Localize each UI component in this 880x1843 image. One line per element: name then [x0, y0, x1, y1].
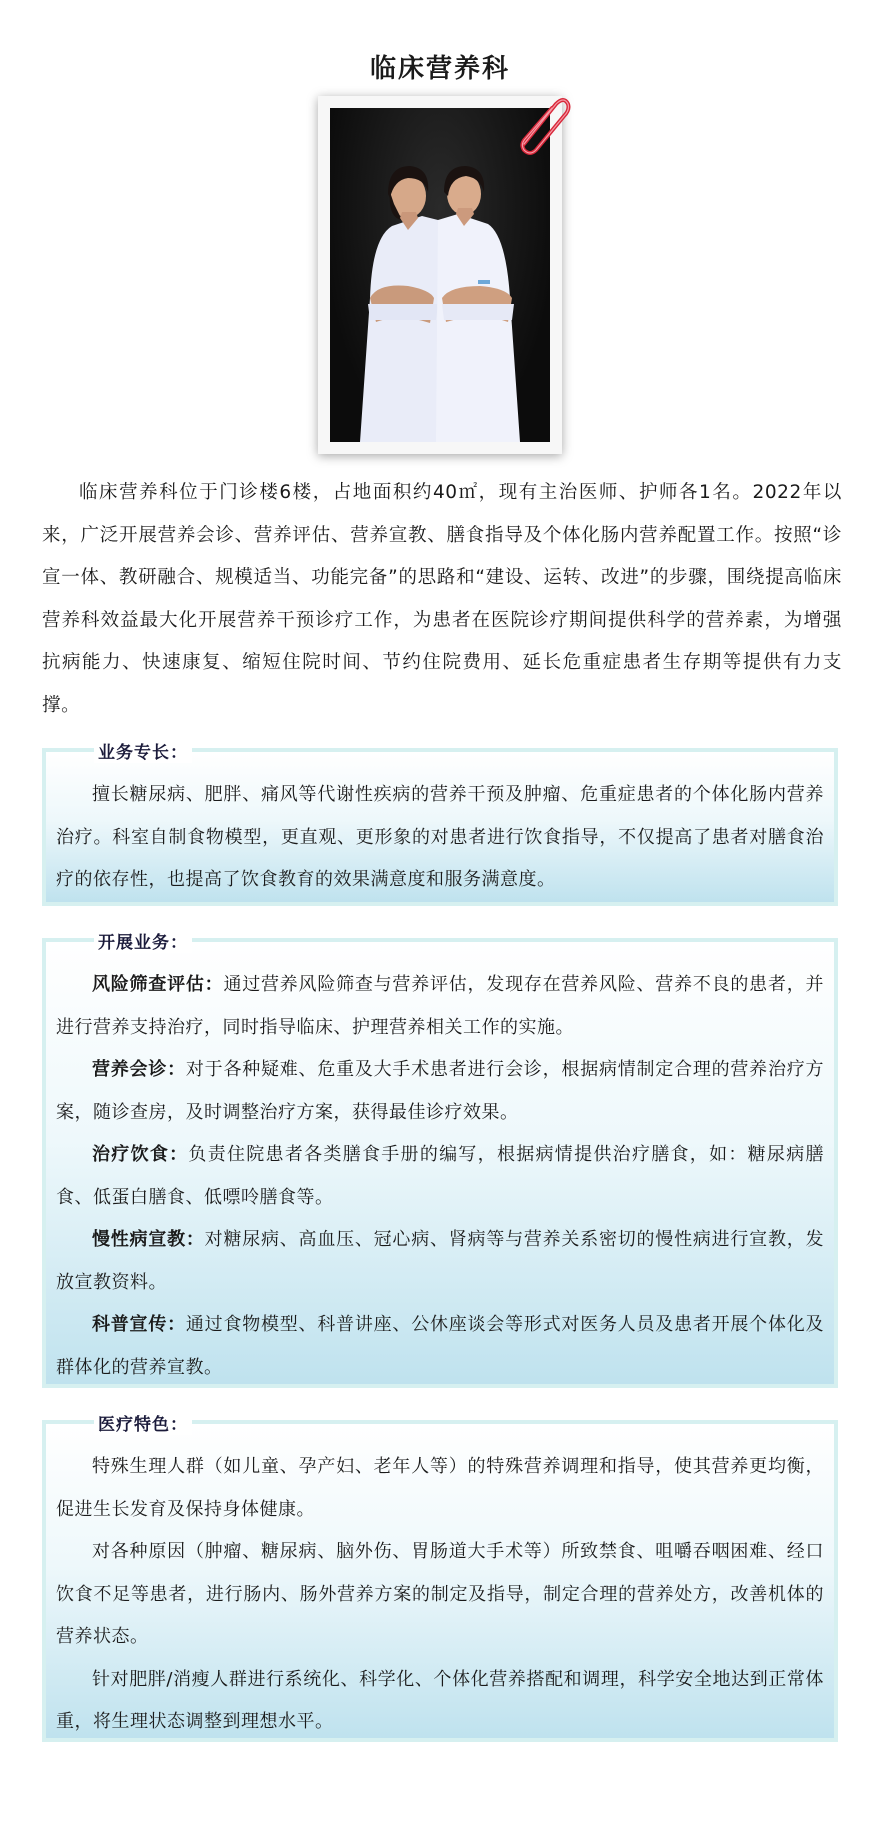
service-item — [56, 1049, 824, 1134]
badge-left — [478, 280, 490, 284]
feature-paragraph: 特殊生理人群（如儿童、孕产妇、老年人等）的特殊营养调理和指导，使其营养更均衡，促进生长发育及保持身体健康。 — [56, 1456, 824, 1520]
service-item — [56, 1304, 824, 1389]
staff-photo-illustration — [330, 108, 550, 442]
service-label: 治疗饮食： — [92, 1144, 189, 1165]
service-label: 风险筛查评估： — [92, 974, 224, 995]
service-text: 负责住院患者各类膳食手册的编写，根据病情提供治疗膳食，如：糖尿病膳食、低蛋白膳食、低嘌呤膳食等。 — [56, 1144, 824, 1208]
service-item — [56, 1219, 824, 1304]
feature-paragraph: 对各种原因（肿瘤、糖尿病、脑外伤、胃肠道大手术等）所致禁食、咀嚼吞咽困难、经口饮食不足等患者，进行肠内、肠外营养方案的制定及指导，制定合理的营养处方，改善机体的营养状态。 — [56, 1541, 824, 1647]
service-label: 营养会诊： — [92, 1059, 186, 1080]
service-text: 通过食物模型、科普讲座、公休座谈会等形式对医务人员及患者开展个体化及群体化的营养宣教。 — [56, 1314, 825, 1378]
service-item — [56, 964, 824, 1049]
expertise-text: 擅长糖尿病、肥胖、痛风等代谢性疾病的营养干预及肿瘤、危重症患者的个体化肠内营养治疗。科室自制食物模型，更直观、更形象的对患者进行饮食指导，不仅提高了患者对膳食治疗的依存性，也提高了饮食教育的效果满意度和服务满意度。 — [56, 784, 824, 890]
staff-photo — [330, 108, 550, 442]
services-section — [42, 933, 838, 1388]
page-title: 临床营养科 — [369, 54, 510, 84]
service-text: 通过营养风险筛查与营养评估，发现存在营养风险、营养不良的患者，并进行营养支持治疗，同时指导临床、护理营养相关工作的实施。 — [56, 974, 824, 1038]
service-text: 对糖尿病、高血压、冠心病、肾病等与营养关系密切的慢性病进行宣教，发放宣教资料。 — [56, 1229, 825, 1293]
features-section — [42, 1415, 838, 1742]
expertise-section — [42, 743, 838, 906]
service-text: 对于各种疑难、危重及大手术患者进行会诊，根据病情制定合理的营养治疗方案，随诊查房，及时调整治疗方案，获得最佳诊疗效果。 — [56, 1059, 825, 1123]
service-label: 科普宣传： — [92, 1314, 186, 1335]
feature-paragraph: 针对肥胖/消瘦人群进行系统化、科学化、个体化营养搭配和调理，科学安全地达到正常体重，将生理状态调整到理想水平。 — [56, 1668, 824, 1732]
features-heading: 医疗特色： — [94, 1410, 192, 1435]
services-heading: 开展业务： — [94, 928, 192, 953]
staff-member-right — [436, 166, 520, 442]
staff-member-left — [360, 166, 442, 442]
service-label: 慢性病宣教： — [92, 1229, 205, 1250]
paperclip-icon — [512, 92, 572, 156]
intro-paragraph: 临床营养科位于门诊楼6楼，占地面积约40㎡，现有主治医师、护师各1名。2022年以来，广泛开展营养会诊、营养评估、营养宣教、膳食指导及个体化肠内营养配置工作。按照“诊宣一体、教研融合、规模适当、功能完备”的思路和“建设、运转、改进”的步骤，围绕提高临床营养科效益最大化开展营养干预诊疗工作，为患者在医院诊疗期间提供科学的营养素，为增强抗病能力、快速康复、缩短住院时间、节约住院费用、延长危重症患者生存期等提供有力支撑。 — [42, 482, 842, 716]
expertise-heading: 业务专长： — [94, 738, 192, 763]
service-item — [56, 1134, 824, 1219]
